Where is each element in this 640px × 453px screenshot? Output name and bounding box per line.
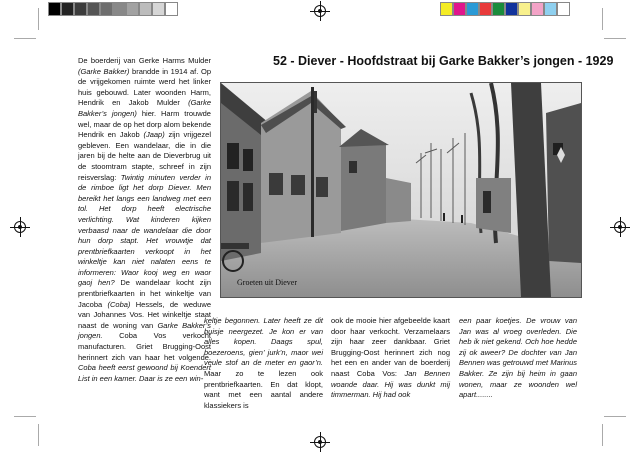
paragraph (331, 316, 450, 401)
text-run: keltje begonnen. Later heeft ze dit huisje neergezet. Je kon er van alles kopen. Daags spul, boezeroens, gien’ jurk’n, maor wei veule stof an de meter en gaor’n. (204, 316, 323, 368)
text-run: (Garke Bakker’s jongen) (78, 98, 211, 118)
page-title: 52 - Diever - Hoofdstraat bij Garke Bakker’s jongen - 1929 (273, 54, 614, 68)
crop-mark (602, 8, 603, 30)
color-swatch (531, 2, 544, 16)
text-run: (Garke Bakker) (78, 66, 130, 76)
article-column-3 (331, 316, 450, 401)
text-run: (Jaap) (143, 130, 165, 140)
color-swatch (492, 2, 505, 16)
paragraph (204, 316, 323, 411)
color-swatch (74, 2, 87, 16)
color-swatch (61, 2, 74, 16)
text-run: brandde in 1914 af. Op de vrijgekomen ruimte werd het linker huis gebouwd. Later woonden Harm, Hendrik en Jakob Mulder (78, 66, 211, 108)
historic-photo (220, 82, 582, 298)
color-swatch (139, 2, 152, 16)
text-run: zijn vrijgezel gebleven. Een wandelaar, die in die jaren bij de helte aan de Dieverbrug uit de stoomtram stapte, schreef in zijn reisverslag: (78, 130, 212, 182)
grayscale-color-bar (48, 2, 178, 16)
text-run: Maar zo te lezen ook prentbriefkaarten. En dat klopt, want met een aantal andere klassiekers is (204, 368, 323, 410)
cmyk-color-bar (440, 2, 570, 16)
color-swatch (126, 2, 139, 16)
color-swatch (505, 2, 518, 16)
color-swatch (100, 2, 113, 16)
registration-mark-icon (314, 436, 326, 448)
text-run: De wandelaar kocht zijn prentbriefkaarten in het winkeltje van Jacoba (78, 278, 211, 309)
color-swatch (165, 2, 178, 16)
text-run: Jan Bennen woande daar. Hij was dunkt mij timmerman. Hij had ook (331, 368, 450, 400)
text-run: (Coba) (107, 299, 131, 309)
crop-mark (14, 38, 36, 39)
crop-mark (14, 416, 36, 417)
article-column-2 (204, 316, 323, 411)
registration-mark-icon (614, 221, 626, 233)
color-swatch (479, 2, 492, 16)
registration-mark-icon (314, 5, 326, 17)
color-swatch (544, 2, 557, 16)
paragraph (78, 56, 211, 384)
street-scene-illustration (221, 83, 581, 297)
registration-mark-icon (14, 221, 26, 233)
color-swatch (557, 2, 570, 16)
text-run: een paar koetjes. De vrouw van Jan was al vroeg overleden. Die heb ik niet gekend. Och hoe hedde zij ok aweer? De dochter van Jan Bennen was getrouwd met Marinus Bakker. Ze zijn bij heim in gaan wonen, maar ze woonden wel apart........ (459, 316, 577, 400)
text-run: Garke Bakker’s jongen. (78, 320, 211, 341)
photo-caption: Groeten uit Diever (237, 278, 297, 287)
color-swatch (440, 2, 453, 16)
text-run: hier. Harm trouwde wel, maar de op het dorp alom bekende Hendrik en Jakob (78, 108, 211, 140)
crop-mark (604, 38, 626, 39)
crop-mark (604, 416, 626, 417)
paragraph (459, 316, 577, 401)
article-column-4 (459, 316, 577, 401)
color-swatch (113, 2, 126, 16)
text-run: Coba heeft eerst gewoond bij Koendert List in een kamer. Daar is ze een win- (78, 363, 211, 383)
color-swatch (87, 2, 100, 16)
color-swatch (48, 2, 61, 16)
text-run: Twintig minuten verder in de rimboe ligt het dorp Diever. Men bereikt het langs een landweg met een tol. Het dorp heeft electrische verlichting. Wat kinderen kijken verbaasd naar de wandelaar die door hun dorp stapt. Het vrouwtje dat prentbriefkaarten verkoopt in het winkeltje kan niet nalaten eens te informeren: Waor kooj weg en waor gaoj hen? (78, 172, 211, 288)
color-swatch (518, 2, 531, 16)
crop-mark (38, 424, 39, 446)
crop-mark (38, 8, 39, 30)
color-swatch (152, 2, 165, 16)
crop-mark (602, 424, 603, 446)
article-column-1 (78, 56, 211, 384)
text-run: Coba Vos verkocht manufacturen. Griet Brugging-Oost herinnert zich van haar het volgende. (78, 331, 211, 362)
text-run: De boerderij van Gerke Harms Mulder (78, 56, 211, 65)
color-swatch (453, 2, 466, 16)
text-run: Hessels, de weduwe van Johannes Vos. Het winkeltje staat naast de woning van (78, 299, 211, 330)
text-run: ook de mooie hier afgebeelde kaart door haar verkocht. Verzamelaars zijn haar zeer dankbaar. Griet Brugging-Oost herinnert zich nog het een en ander van de boerderij naast Coba Vos: (331, 316, 450, 378)
color-swatch (466, 2, 479, 16)
